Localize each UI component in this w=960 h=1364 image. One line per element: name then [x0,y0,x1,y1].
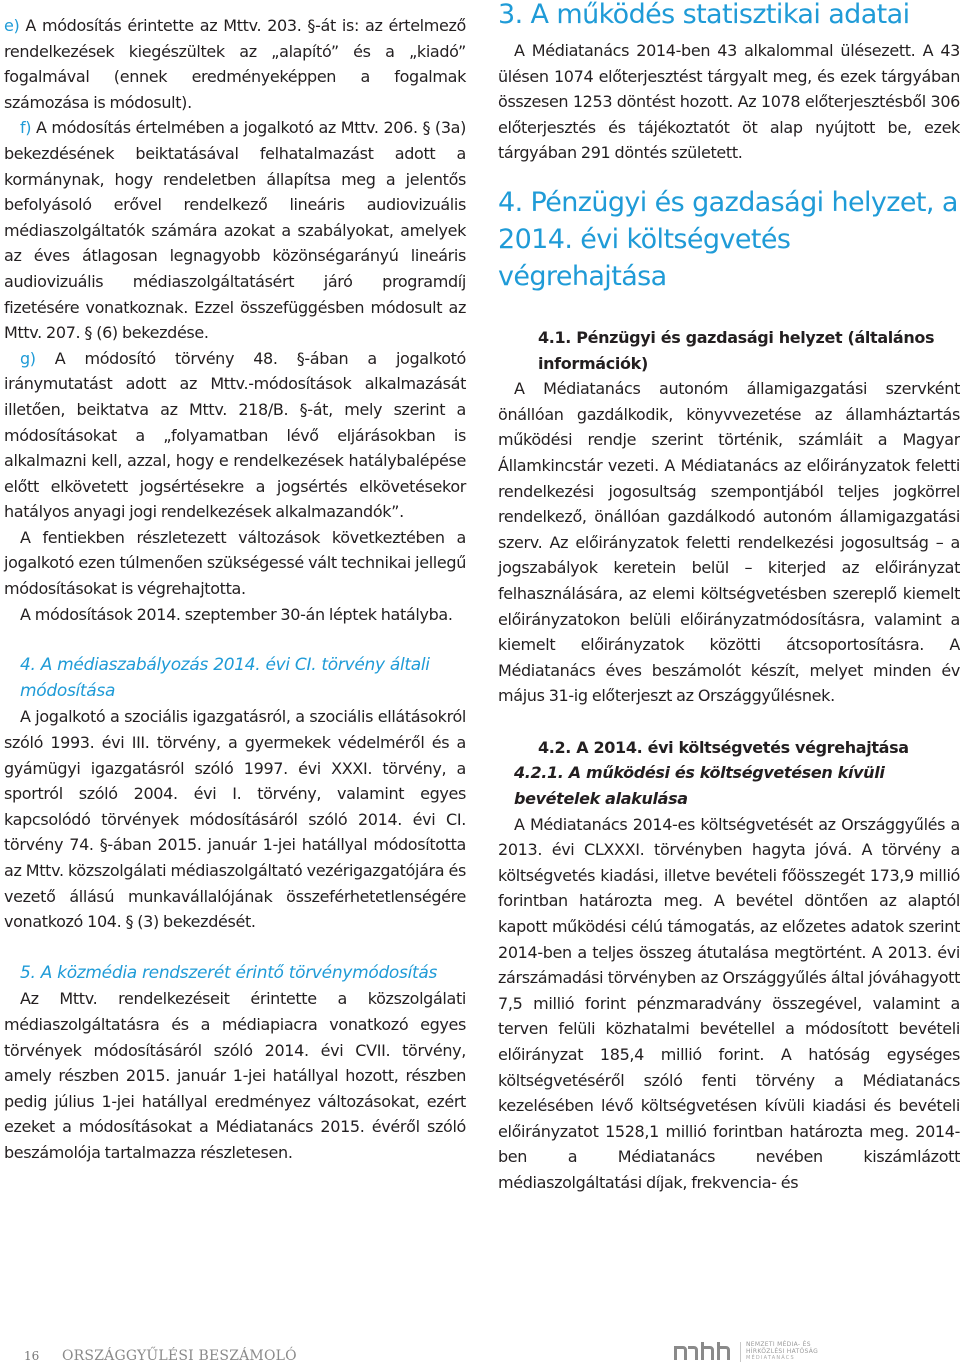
subsection-heading-4-2-1: 4.2.1. A működési és költségvetésen kívüli bevételek alakulása [514,763,885,809]
paragraph-text: A módosító törvény 48. §-ában a jogalkotó iránymutatást adott az Mttv.-módosítások alkalmazását illetően, beiktatva az Mttv. 218/B. §-át, mely szerint a módosításokat a „folyamatban lévő eljárásokban is alkalmazni kell, azzal, hogy e rendelkezések hatálybalépése előtt elkövetett jogsértésekre a jogsértés elkövetésekor hatályos anyagi jogi rendelkezések alkalmazandók”. [4,348,466,522]
report-title: ORSZÁGGYŰLÉSI BESZÁMOLÓ [62,1348,297,1364]
list-marker: g) [20,348,36,368]
paragraph-text: A módosítás érintette az Mttv. 203. §-át is: az értelmező rendelkezések kiegészültek az „alapító” és a „kiadó” fogalmával (ennek eredményeképpen a fogalmak számozása is módosult). [4,16,466,112]
subsection-heading-4-2: 4.2. A 2014. évi költségvetés végrehajtása [538,737,909,757]
section-heading-5: 5. A közmédia rendszerét érintő törvénymódosítás [20,962,438,983]
paragraph-statistics: A Médiatanács 2014-ben 43 alkalommal ülésezett. A 43 ülésen 1074 előterjesztést tárgyalt meg, és ezek tárgyában összesen 1253 döntést hozott. Az 1078 előterjesztésből 306 előterjesztés és tájékoztatót öt alap nyújtott be, ezek tárgyában 291 döntés született. [498,41,960,163]
paragraph-g [4,346,466,525]
section-heading-4-finance: 4. Pénzügyi és gazdasági helyzet, a 2014. évi költségvetés végrehajtása [498,186,958,292]
logo-text-line-2: HÍRKÖZLÉSI HATÓSÁG [746,1348,819,1355]
paragraph-cvii-law: Az Mttv. rendelkezéseit érintette a közszolgálati médiaszolgáltatásra és a médiapiacra vonatkozó egyes törvények módosításáról szóló 2014. évi CVII. törvény, amely részben 2015. január 1-jei hatállyal hozott, részben pedig július 1-jei hatállyal eredményez változásokat, ezért ezeket a módosításokat a Médiatanács 2015. évéről szóló beszámolója tartalmazza részletesen. [4,989,466,1162]
paragraph-effective-date: A módosítások 2014. szeptember 30-án léptek hatályba. [20,604,453,624]
paragraph-changes: A fentiekben részletezett változások következtében a jogalkotó ezen túlmenően szükségessé vált technikai jellegű módosításokat is végrehajtotta. [4,527,466,599]
list-marker: f) [20,118,32,138]
logo-text-line-1: NEMZETI MÉDIA- ÉS [746,1341,811,1348]
paragraph-revenue: A Médiatanács 2014-es költségvetését az Országgyűlés a 2013. évi CLXXXI. törvényben hagyta jóvá. A törvény a költségvetés kiadási, illetve bevételi főösszegét 173,9 millió forintban határozta meg. A bevétel döntően az alaptól kapott működési célú támogatás, az előzetes adatok szerint 2014-ben a teljes összeg átutalása megtörtént. A 2013. évi zárszámadási törvényben az Országgyűlés által jóváhagyott 7,5 millió forint pénzmaradvány összegével, valamint a terven felüli közhatalmi bevétellel a módosított bevételi előirányzat 185,4 millió forint. A hatóság egységes költségvetéséről szóló fenti törvény a Médiatanács kezelésében lévő költségvetésen kívüli kiadási és bevételi előirányzatot 1528,1 millió forintban határozta meg. 2014-ben a Médiatanács nevében kiszámlázott médiaszolgáltatási díjak, frekvencia- és [498,814,960,1192]
paragraph-f [4,115,466,345]
paragraph-e [4,13,466,115]
subsection-heading-4-1: 4.1. Pénzügyi és gazdasági helyzet (általános információk) [538,327,935,373]
section-heading-4: 4. A médiaszabályozás 2014. évi CI. törvény általi módosítása [20,655,430,701]
right-column [498,0,960,1196]
logo-text-line-3: MÉDIATANÁCS [746,1355,795,1361]
page-number: 16 [24,1349,40,1363]
page-footer [0,1338,960,1364]
paragraph-ci-law: A jogalkotó a szociális igazgatásról, a szociális ellátásokról szóló 1993. évi III. törvény, a gyermekek védelméről és a gyámügyi igazgatásról szóló 1997. évi XXXI. törvény, a sportról szóló 2004. évi I. törvény, valamint egyes kapcsolódó törvények módosításáról szóló 2014. évi CI. törvény 74. §-ában 2015. január 1-jei hatállyal módosította az Mttv. közszolgálati médiaszolgáltató vezérigazgatójára és vezető állású munkavállalójának összeférhetetlenségére vonatkozó 104. § (3) bekezdését. [4,707,466,932]
list-marker: e) [4,16,20,35]
paragraph-general-info: A Médiatanács autonóm államigazgatási szervként önállóan gazdálkodik, könyvvezetése az államháztartás működési rendje szerint történik, számláit a Magyar Államkincstár vezeti. A Médiatanács az előirányzatok feletti rendelkezési jogosultság szempontjából teljes jogkörrel rendelkező, önállóan gazdálkodó autonóm államigazgatási szerv. Az előirányzatok feletti rendelkezési jogosultság – a jogszabályok keretein belül – kiterjed az előirányzat felhasználására, az elemi költségvetésben szereplő kiemelt előirányzatokon belüli előirányzatmódosításra, valamint a kiemelt előirányzatok közötti átcsoportosításra. A Médiatanács éves beszámolót készít, melyet minden év május 31-ig előterjeszt az Országgyűlésnek. [498,379,960,706]
left-column [4,0,466,1166]
section-heading-3: 3. A működés statisztikai adatai [498,0,910,30]
paragraph-text: A módosítás értelmében a jogalkotó az Mttv. 206. § (3a) bekezdésének beiktatásával felhatalmazást adott a kormánynak, hogy rendeletben állapítsa meg a jelentős befolyásoló erővel rendelkező lineáris audiovizuális médiaszolgáltatók számára azokat a szabályokat, amelyek az éves átlagosan legnagyobb közönségarányú lineáris audiovizuális médiaszolgáltatásért járó programdíj fizetésére vonatkoznak. Ezzel összefüggésben módosult az Mttv. 207. § (6) bekezdése. [4,118,466,343]
